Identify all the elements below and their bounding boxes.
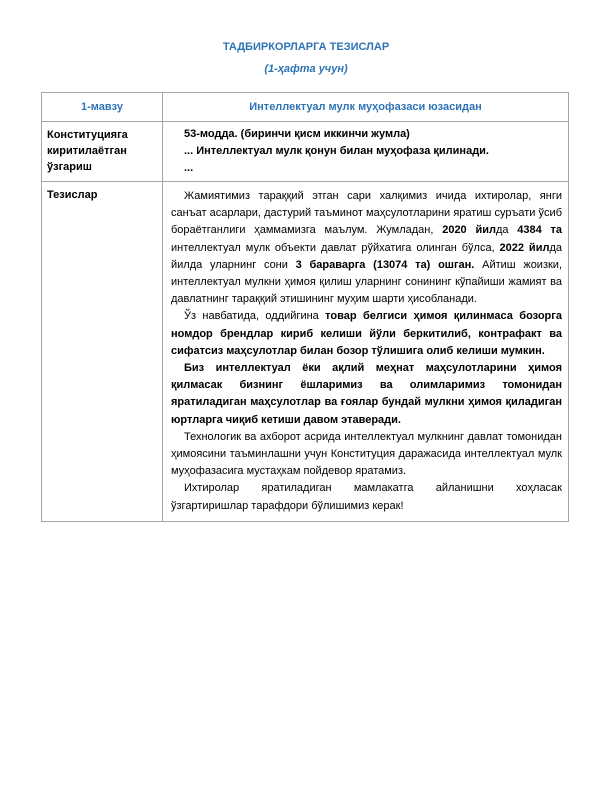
thesis-paragraph-2 (171, 308, 562, 360)
text-run: да йилда уларнинг сони (171, 241, 562, 271)
constitution-article-cell (163, 122, 569, 182)
article-ellipsis: ... (184, 162, 194, 174)
article-reference: 53-модда. (биринчи қисм иккинчи жумла) (184, 128, 410, 140)
theses-table (41, 92, 569, 522)
thesis-paragraph-1 (171, 188, 562, 308)
text-run-bold: 4384 та (517, 224, 563, 237)
text-run: Жамиятимиз тараққий этган сари халқимиз ичида ихтиролар, янги санъат асарлари, дастурий таъминот маҳсулотларини яратиш суръати ўсиб бораётганлиги ҳаммамизга маълум. Жумладан, (171, 190, 562, 237)
thesis-paragraph-5: Ихтиролар яратиладиган мамлакатга айланишни хоҳласак ўзгартиришлар тарафдори бўлишимиз керак! (171, 482, 562, 512)
document-subtitle: (1-ҳафта учун) (264, 63, 348, 75)
thesis-paragraph-3 (171, 360, 562, 429)
text-run: интеллектуал мулк объекти давлат рўйхатига олинган бўлса, (171, 241, 500, 254)
topic-number-cell (42, 93, 163, 122)
text-run-bold: Биз интеллектуал ёки ақлий меҳнат маҳсулотларини ҳимоя қилмасак бизнинг ёшларимиз ва олимларимиз томонидан яратиладиган маҳсулотлар ва ғоялар бундай мулкни ҳимоя қиладиган юртларга чиқиб кетиши давом этаверади. (171, 362, 562, 426)
topic-number: 1-мавзу (81, 101, 123, 113)
constitution-row (42, 122, 569, 182)
theses-row (42, 182, 569, 522)
text-run: Ўз навбатида, оддийгина (184, 310, 326, 323)
text-run-bold: 2022 йил (499, 241, 550, 254)
text-run-bold: 3 бараварга (13074 та) ошган. (295, 258, 475, 271)
article-excerpt: ... Интеллектуал мулк қонун билан муҳофаза қилинади. (184, 145, 489, 157)
theses-label: Тезислар (47, 189, 98, 201)
theses-label-cell (42, 182, 163, 522)
topic-title-cell (163, 93, 569, 122)
text-run-bold: товар белгиси ҳимоя қилинмаса бозорга номдор брендлар кириб келиши йўли беркитилиб, контрафакт ва сифатсиз маҳсулотлар билан бозор тўлишига олиб келиши мумкин. (171, 310, 562, 357)
theses-content-cell (163, 182, 569, 522)
thesis-paragraph-4: Технологик ва ахборот асрида интеллектуал мулкнинг давлат томонидан ҳимоясини таъминлашни учун Конституция даражасида интеллектуал мулк муҳофазасига мустаҳкам пойдевор яратамиз. (171, 430, 562, 478)
text-run: да (495, 224, 518, 237)
constitution-label-cell (42, 122, 163, 182)
text-run-bold: 2020 йил (442, 224, 496, 237)
constitution-label: Конституцияга киритилаётган ўзгариш (47, 129, 128, 173)
table-header-row (42, 93, 569, 122)
document-title: ТАДБИРКОРЛАРГА ТЕЗИСЛАР (222, 41, 390, 53)
topic-title: Интеллектуал мулк муҳофазаси юзасидан (249, 101, 482, 113)
text-run: Айтиш жоизки, интеллектуал мулкни ҳимоя қилиш уларнинг сонининг кўпайиши жамият ва давлатнинг тараққий этишининг муҳим шарти ҳисобланади. (171, 258, 563, 306)
